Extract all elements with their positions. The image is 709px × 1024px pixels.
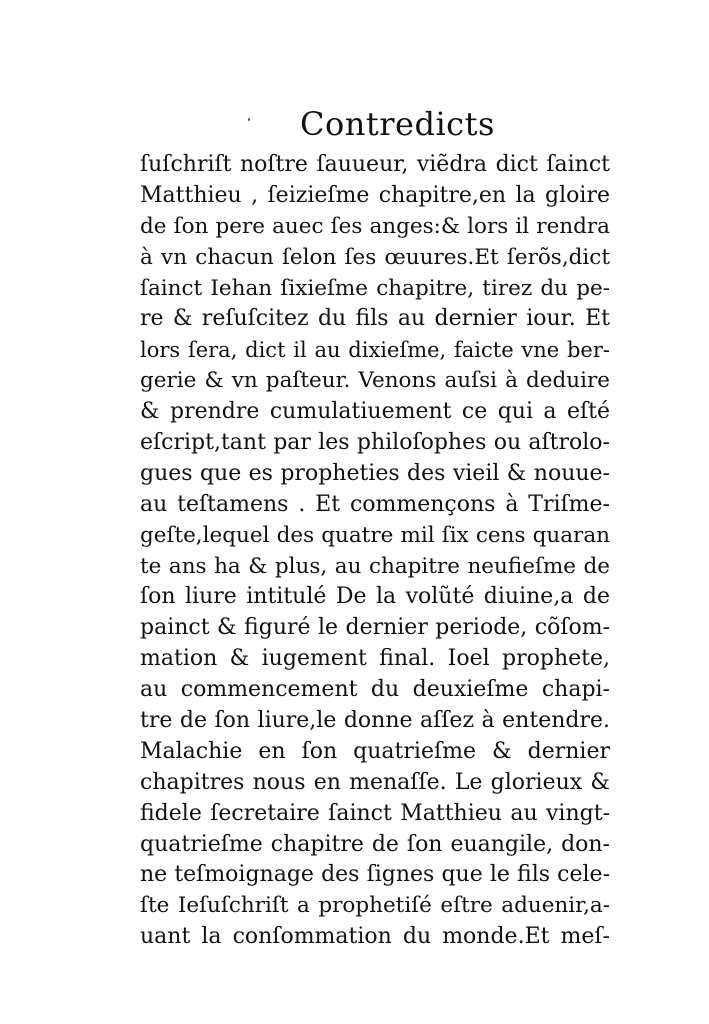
text-line: gues que es propheties des vieil & nouue- bbox=[140, 460, 610, 486]
text-line: re & reſuſcitez du fils au dernier iour. Et bbox=[140, 306, 610, 332]
text-line: ſuſchriſt noſtre ſauueur, viẽdra dict ſainct bbox=[140, 152, 610, 177]
text-line: ſon liure intitulé De la volũté diuine,a de bbox=[140, 584, 610, 610]
text-line: au commencement du deuxieſme chapi- bbox=[140, 677, 610, 703]
text-line: uant la conſommation du monde.Et meſ- bbox=[140, 924, 610, 950]
text-line: quatrieſme chapitre de ſon euangile, don- bbox=[140, 831, 610, 857]
text-line: Malachie en ſon quatrieſme & dernier bbox=[140, 738, 610, 764]
running-title: Contredicts bbox=[300, 105, 495, 143]
text-line: mation & iugement final. Ioel prophete, bbox=[140, 646, 610, 672]
text-line: painct & figuré le dernier periode, cõſom- bbox=[140, 615, 610, 641]
ink-speck bbox=[248, 118, 250, 121]
text-line: ſte Ieſuſchriſt a prophetiſé eſtre aduenir,a- bbox=[140, 893, 610, 919]
text-line: lors ſera, dict il au dixieſme, faicte vne ber- bbox=[140, 338, 610, 363]
text-line: te ans ha & plus, au chapitre neufieſme de bbox=[140, 553, 610, 579]
text-line: eſcript,tant par les philoſophes ou aſtrolo- bbox=[140, 430, 610, 456]
text-line: ne teſmoignage des ſignes que le fils cele- bbox=[140, 862, 610, 888]
text-line: gerie & vn paſteur. Venons auſsi à deduire bbox=[140, 368, 610, 394]
text-line: chapitres nous en menaſſe. Le glorieux & bbox=[140, 769, 610, 795]
text-line: ſainct Iehan ſixieſme chapitre, tirez du pe- bbox=[140, 275, 610, 301]
text-line: Matthieu , ſeizieſme chapitre,en la gloire bbox=[140, 182, 610, 208]
text-line: fidele ſecretaire ſainct Matthieu au vingt- bbox=[140, 800, 610, 826]
text-line: geſte,lequel des quatre mil ſix cens quaran bbox=[140, 522, 610, 548]
text-line: au teſtamens . Et commençons à Triſme- bbox=[140, 491, 610, 517]
body-text bbox=[140, 150, 610, 953]
text-line: tre de ſon liure,le donne aſſez à entendre. bbox=[140, 708, 610, 734]
text-line: & prendre cumulatiuement ce qui a eſté bbox=[140, 399, 610, 425]
text-line: à vn chacun ſelon ſes œuures.Et ſerõs,dict bbox=[140, 244, 610, 270]
text-line: de ſon pere auec ſes anges:& lors il rendra bbox=[140, 213, 610, 239]
